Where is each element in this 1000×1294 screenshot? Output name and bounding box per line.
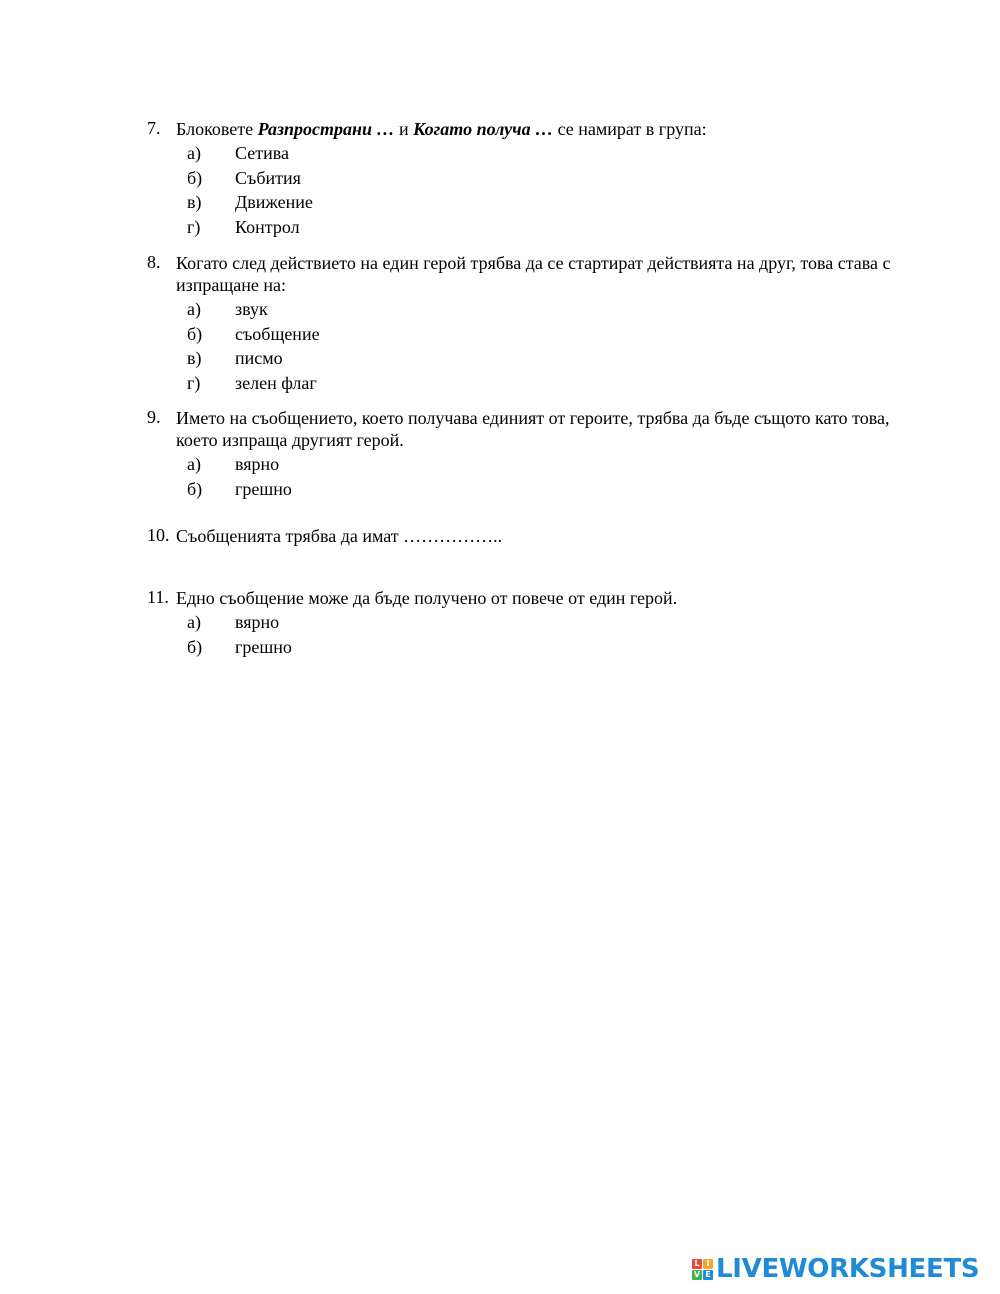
badge-letter: V bbox=[693, 1269, 701, 1279]
answer-option[interactable]: г) зелен флаг bbox=[187, 372, 317, 393]
question-number: 7. bbox=[147, 118, 161, 138]
answer-option[interactable]: в) писмо bbox=[187, 348, 283, 368]
question-text: Името на съобщението, което получава единият от героите, трябва да бъде същото като това, което изпраща другият герой. bbox=[176, 408, 890, 450]
block-name-emphasis: Разпространи … bbox=[257, 119, 395, 139]
answer-option[interactable]: а) Сетива bbox=[187, 143, 289, 163]
answer-options bbox=[147, 142, 927, 240]
answer-options bbox=[147, 611, 927, 660]
answer-option[interactable]: а) звук bbox=[187, 299, 268, 319]
answer-option[interactable]: б) Събития bbox=[187, 167, 301, 188]
answer-options bbox=[147, 298, 927, 396]
question-number: 8. bbox=[147, 252, 161, 272]
question-text: Едно съобщение може да бъде получено от повече от един герой. bbox=[176, 588, 678, 608]
question-text: Когато след действието на един герой трябва да се стартират действията на друг, това става с изпращане на: bbox=[176, 253, 891, 295]
answer-option[interactable]: в) Движение bbox=[187, 192, 313, 212]
question-11 bbox=[147, 587, 927, 660]
badge-letter: E bbox=[703, 1270, 713, 1280]
question-number: 9. bbox=[147, 407, 161, 427]
answer-options bbox=[147, 453, 927, 502]
live-badge-icon bbox=[692, 1259, 713, 1280]
block-name-emphasis: Когато получа … bbox=[413, 119, 554, 139]
question-text[interactable]: Съобщенията трябва да имат …………….. bbox=[176, 526, 503, 546]
question-9 bbox=[147, 407, 927, 502]
answer-option[interactable]: б) съобщение bbox=[187, 323, 320, 344]
question-number: 11. bbox=[147, 587, 169, 607]
answer-option[interactable]: а) вярно bbox=[187, 612, 280, 632]
question-10 bbox=[147, 525, 927, 547]
answer-option[interactable]: б) грешно bbox=[187, 478, 292, 499]
answer-option[interactable]: а) вярно bbox=[187, 454, 280, 474]
question-text: Блоковете Разпространи … и Когато получа … се намират в група: bbox=[176, 119, 707, 139]
question-7 bbox=[147, 118, 927, 240]
badge-letter: L bbox=[692, 1259, 702, 1269]
answer-option[interactable]: б) грешно bbox=[187, 636, 292, 657]
badge-letter: I bbox=[703, 1259, 713, 1269]
answer-option[interactable]: г) Контрол bbox=[187, 216, 300, 237]
liveworksheets-logo bbox=[692, 1253, 979, 1285]
question-8 bbox=[147, 252, 927, 396]
logo-text: LIVEWORKSHEETS bbox=[716, 1254, 980, 1284]
question-number: 10. bbox=[147, 525, 170, 545]
